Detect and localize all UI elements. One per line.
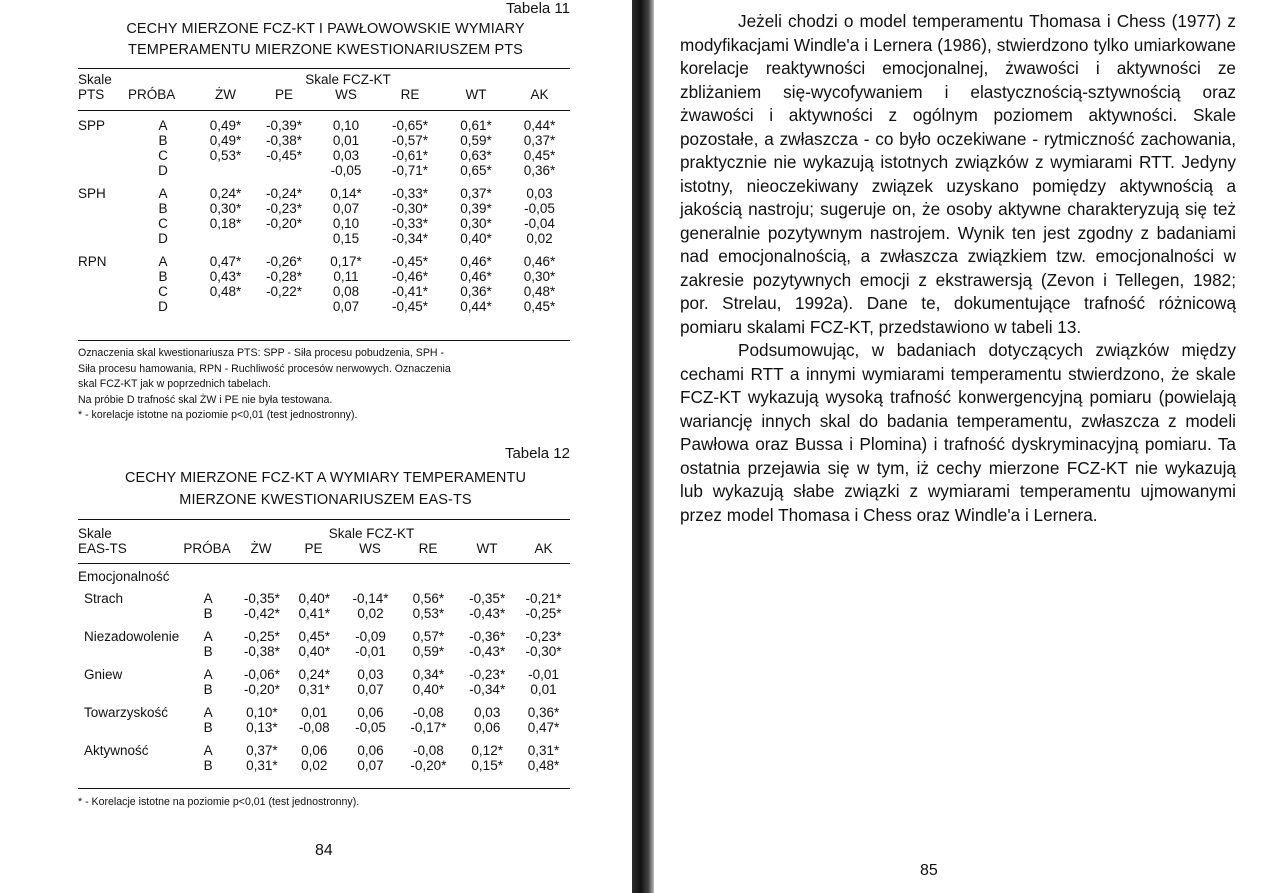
- table-cell: [253, 299, 315, 314]
- table-cell: 0,46*: [523, 254, 556, 269]
- table-cell: 0,08: [332, 284, 360, 299]
- table-cell: 0,40*: [460, 231, 492, 246]
- table-row: [78, 269, 570, 284]
- table-cell: [198, 231, 253, 254]
- table-cell: 0,17*: [330, 254, 362, 269]
- table-cell: -0,08: [412, 743, 444, 758]
- sample-label: B: [158, 201, 168, 216]
- table-cell: 0,53*: [209, 148, 242, 163]
- table-cell: -0,08: [298, 720, 330, 735]
- table-cell: -0,09: [355, 629, 386, 644]
- table-row: [78, 284, 570, 299]
- table-cell: -0,01: [528, 667, 559, 682]
- table-cell: 0,45*: [523, 148, 556, 163]
- table12-bottom-rule: [78, 788, 570, 789]
- table-row: [78, 667, 570, 682]
- table12-caption: Tabela 12: [504, 445, 570, 462]
- table-cell: 0,40*: [412, 682, 445, 697]
- table-cell: -0,43*: [469, 644, 506, 659]
- sample-label: A: [158, 118, 168, 133]
- table-cell: 0,24*: [209, 186, 242, 201]
- table-cell: 0,02: [526, 231, 553, 246]
- table-cell: 0,30*: [460, 216, 492, 231]
- table-cell: 0,37*: [246, 743, 278, 758]
- table-cell: 0,39*: [460, 201, 492, 216]
- table-cell: -0,41*: [391, 284, 429, 299]
- table-cell: 0,12*: [471, 743, 503, 758]
- sample-label: B: [158, 269, 168, 284]
- table-cell: -0,65*: [391, 118, 429, 133]
- sample-label: B: [203, 644, 213, 659]
- table-cell: 0,31*: [246, 758, 278, 773]
- col-header: PRÓBA: [183, 541, 231, 556]
- col-header: RE: [418, 541, 438, 556]
- paragraph: Podsumowując, w badaniach dotyczących związków między cechami RTT a innymi wymiarami temperamentu stwierdzono, że skale FCZ-KT wykazują wysoką trafność konwergencyjną pomiaru (powielają wariancję innych skal do badania temperamentu, zwłaszcza z modeli Pawłowa oraz Bussa i Plomina) i trafność dyskryminacyjną pomiaru. Ta ostatnia przejawia się w tym, iż cechy mierzone FCZ-KT nie wykazują lub wykazują słabe związki z wymiarami temperamentu ujmowanymi przez model Thomasa i Chess oraz Windle'a i Lernera.: [680, 340, 1236, 525]
- scale-label: RPN: [78, 254, 107, 269]
- table-cell: -0,26*: [265, 254, 303, 269]
- table-cell: 0,31*: [298, 682, 330, 697]
- table-cell: 0,65*: [460, 163, 492, 178]
- table-cell: -0,20*: [243, 682, 280, 697]
- table-cell: 0,45*: [523, 299, 556, 314]
- table-cell: -0,46*: [391, 269, 429, 284]
- table-cell: 0,01: [332, 133, 360, 148]
- table11-header: [78, 72, 570, 102]
- scale-label: Strach: [84, 591, 124, 606]
- table11-header-skale: Skale: [78, 72, 112, 87]
- table11-header-row-1: [78, 72, 570, 87]
- table-cell: 0,02: [357, 606, 384, 621]
- table-cell: [198, 299, 253, 314]
- table-cell: -0,23*: [525, 629, 562, 644]
- sample-label: D: [158, 231, 168, 246]
- table-cell: 0,63*: [460, 148, 492, 163]
- table-cell: -0,34*: [391, 231, 429, 246]
- table-cell: -0,20*: [410, 758, 447, 773]
- sample-label: C: [158, 148, 168, 163]
- table-cell: -0,38*: [265, 133, 303, 148]
- table-cell: 0,45*: [298, 629, 330, 644]
- table-cell: [198, 163, 253, 186]
- table-cell: [253, 231, 315, 254]
- right-page: [650, 0, 1263, 893]
- table-cell: -0,39*: [265, 118, 303, 133]
- col-header: WT: [476, 541, 498, 556]
- table-cell: 0,01: [530, 682, 557, 697]
- table-cell: 0,30*: [523, 269, 556, 284]
- table-cell: -0,35*: [243, 591, 280, 606]
- table11-caption: Tabela 11: [506, 0, 570, 17]
- table-cell: -0,04: [524, 216, 555, 231]
- scale-label: [78, 720, 179, 743]
- table-cell: 0,03: [526, 186, 553, 201]
- table-cell: 0,07: [357, 682, 384, 697]
- sample-label: A: [158, 186, 168, 201]
- table-cell: 0,56*: [412, 591, 445, 606]
- table-category-row: [78, 569, 570, 591]
- table11-header-fczkt: Skale FCZ-KT: [305, 72, 391, 87]
- table-row: [78, 705, 570, 720]
- scale-label: [78, 644, 179, 667]
- table-cell: -0,17*: [410, 720, 447, 735]
- table-cell: 0,47*: [209, 254, 242, 269]
- table-cell: -0,43*: [469, 606, 506, 621]
- table-cell: 0,41*: [298, 606, 330, 621]
- table11-footnotes: [78, 346, 578, 424]
- table-row: [78, 629, 570, 644]
- col-header: RE: [400, 87, 420, 102]
- table-cell: -0,42*: [243, 606, 280, 621]
- table-cell: -0,45*: [391, 254, 429, 269]
- table-cell: -0,30*: [391, 201, 429, 216]
- table-cell: -0,30*: [525, 644, 562, 659]
- scale-label: [78, 231, 128, 254]
- table-cell: -0,20*: [265, 216, 303, 231]
- table-row: [78, 148, 570, 163]
- table12-title-line2: MIERZONE KWESTIONARIUSZEM EAS-TS: [179, 492, 472, 508]
- table-row: [78, 743, 570, 758]
- category-label: Emocjonalność: [78, 569, 170, 584]
- table-row: [78, 591, 570, 606]
- paragraph: Jeżeli chodzi o model temperamentu Thomasa i Chess (1977) z modyfikacjami Windle'a i Lernera (1986), stwierdzono tylko umiarkowane korelacje reaktywności emocjonalnej, żwawości i aktywności ze zbliżaniem się-wycofywaniem i elastycznością-sztywnością oraz żwawości i aktywności z ogólnym poziomem aktywności. Skale pozostałe, a zwłaszcza - co było oczekiwane - rytmiczność zachowania, praktycznie nie wykazują istotnych związków z wymiarami RTT. Jedyny istotny, nieoczekiwany związek uzyskano pomiędzy aktywnością a jakością nastroju; sugeruje on, że osoby aktywne charakteryzują się też generalnie pozytywnym nastrojem. Wynik ten jest zgodny z badaniami nad emocjonalnością, a zwłaszcza związkiem tzw. emocjonalności w zakresie pozytywnych emocji z ekstrawersją (Zevon i Tellegen, 1982; por. Strelau, 1992a). Dane te, dokumentujące trafność różnicową pomiaru skalami FCZ-KT, przedstawiono w tabeli 13.: [680, 11, 1236, 337]
- col-header: ŻW: [250, 541, 272, 556]
- table11-header-rule: [78, 110, 570, 111]
- table-cell: 0,15: [332, 231, 360, 246]
- sample-label: B: [203, 682, 213, 697]
- scale-label: [78, 758, 179, 773]
- scale-label: [78, 216, 128, 231]
- footnote-line: Siła procesu hamowania, RPN - Ruchliwość procesów nerwowych. Oznaczenia: [78, 362, 451, 375]
- table-row: [78, 186, 570, 201]
- table-cell: 0,48*: [523, 284, 556, 299]
- col-header: AK: [534, 541, 553, 556]
- table-cell: 0,07: [357, 758, 384, 773]
- table11-top-rule: [78, 68, 570, 69]
- col-header: ŻW: [215, 87, 236, 102]
- table-cell: 0,07: [332, 299, 360, 314]
- table-cell: -0,01: [355, 644, 386, 659]
- table-cell: 0,36*: [523, 163, 556, 178]
- table-cell: -0,33*: [391, 216, 429, 231]
- scale-label: SPH: [78, 186, 106, 201]
- table-cell: 0,24*: [298, 667, 330, 682]
- scale-label: Niezadowolenie: [84, 629, 180, 644]
- table-cell: [253, 163, 315, 186]
- sample-label: B: [203, 720, 213, 735]
- table-cell: 0,57*: [412, 629, 445, 644]
- table-cell: 0,30*: [209, 201, 242, 216]
- col-header: AK: [530, 87, 549, 102]
- col-header: PRÓBA: [128, 87, 176, 102]
- table-cell: -0,23*: [265, 201, 303, 216]
- scale-label: Towarzyskość: [84, 705, 169, 720]
- table-cell: 0,36*: [460, 284, 492, 299]
- table-cell: -0,14*: [352, 591, 389, 606]
- table11-body: [78, 118, 570, 314]
- table11-title-line1: CECHY MIERZONE FCZ-KT I PAWŁOWOWSKIE WYMIARY: [126, 21, 525, 37]
- footnote-line: Oznaczenia skal kwestionariusza PTS: SPP - Siła procesu pobudzenia, SPH -: [78, 347, 445, 359]
- table-cell: -0,22*: [265, 284, 303, 299]
- table-cell: 0,43*: [209, 269, 242, 284]
- table-cell: -0,25*: [525, 606, 562, 621]
- table-cell: -0,25*: [243, 629, 280, 644]
- sample-label: C: [158, 216, 168, 231]
- table-cell: -0,36*: [469, 629, 506, 644]
- table-cell: -0,23*: [469, 667, 506, 682]
- table-cell: -0,35*: [469, 591, 506, 606]
- table-cell: -0,45*: [265, 148, 303, 163]
- scale-label: [78, 269, 128, 284]
- col-header: PTS: [78, 87, 105, 102]
- table-cell: 0,53*: [412, 606, 445, 621]
- table-cell: 0,47*: [527, 720, 560, 735]
- table-cell: 0,06: [357, 705, 384, 720]
- table-cell: 0,03: [332, 148, 360, 163]
- table12-header-rule: [78, 563, 570, 564]
- table-cell: -0,06*: [243, 667, 280, 682]
- table-row: [78, 720, 570, 743]
- sample-label: A: [203, 743, 213, 758]
- col-header: WS: [359, 541, 381, 556]
- table12-top-rule: [78, 519, 570, 520]
- table-cell: 0,40*: [298, 591, 330, 606]
- table-cell: 0,15*: [471, 758, 503, 773]
- table-cell: 0,06: [301, 743, 328, 758]
- scale-label: [78, 163, 128, 186]
- table-row: [78, 644, 570, 667]
- scale-label: Gniew: [84, 667, 123, 682]
- body-text: [680, 10, 1236, 527]
- table12-header-row-1: [78, 526, 570, 541]
- table-cell: 0,59*: [412, 644, 445, 659]
- sample-label: A: [203, 629, 213, 644]
- table-cell: 0,06: [474, 720, 501, 735]
- sample-label: A: [203, 667, 213, 682]
- table-cell: 0,37*: [460, 186, 492, 201]
- table-cell: 0,46*: [460, 254, 492, 269]
- table-cell: 0,01: [301, 705, 328, 720]
- table-cell: 0,03: [357, 667, 384, 682]
- table11-header-row-2: [78, 87, 570, 102]
- sample-label: D: [158, 163, 168, 178]
- scale-label: [78, 299, 128, 314]
- table-cell: -0,24*: [265, 186, 303, 201]
- table-cell: -0,05: [355, 720, 386, 735]
- table12-header-row-2: [78, 541, 570, 556]
- table11-title-line2: TEMPERAMENTU MIERZONE KWESTIONARIUSZEM PTS: [128, 42, 523, 58]
- scale-label: Aktywność: [84, 743, 149, 758]
- table-cell: 0,13*: [246, 720, 278, 735]
- table-cell: 0,46*: [460, 269, 492, 284]
- table-cell: -0,45*: [391, 299, 429, 314]
- sample-label: B: [203, 758, 213, 773]
- footnote-line: Na próbie D trafność skal ŻW i PE nie była testowana.: [78, 393, 333, 406]
- table-cell: -0,38*: [243, 644, 280, 659]
- table-row: [78, 606, 570, 629]
- table-cell: -0,05: [524, 201, 555, 216]
- table-cell: -0,71*: [391, 163, 429, 178]
- table-row: [78, 118, 570, 133]
- scale-label: [78, 284, 128, 299]
- table-cell: 0,44*: [523, 118, 556, 133]
- col-header: WT: [465, 87, 487, 102]
- sample-label: A: [158, 254, 168, 269]
- table-cell: 0,40*: [298, 644, 330, 659]
- table-cell: 0,03: [474, 705, 501, 720]
- table-row: [78, 133, 570, 148]
- table-cell: 0,31*: [527, 743, 560, 758]
- table-cell: 0,36*: [527, 705, 560, 720]
- scale-label: [78, 682, 179, 705]
- table-cell: -0,28*: [265, 269, 303, 284]
- table-cell: 0,48*: [527, 758, 560, 773]
- table-cell: -0,33*: [391, 186, 429, 201]
- table-cell: 0,10: [332, 118, 360, 133]
- table12-header-fczkt: Skale FCZ-KT: [328, 526, 415, 541]
- sample-label: A: [203, 705, 213, 720]
- table-cell: 0,44*: [460, 299, 492, 314]
- table-cell: -0,57*: [391, 133, 429, 148]
- table12-title-line1: CECHY MIERZONE FCZ-KT A WYMIARY TEMPERAMENTU: [124, 470, 527, 486]
- table-cell: 0,49*: [209, 133, 242, 148]
- sample-label: A: [203, 591, 213, 606]
- scale-label: [78, 606, 179, 629]
- table-row: [78, 216, 570, 231]
- col-header: PE: [274, 87, 293, 102]
- table-cell: 0,11: [333, 269, 359, 284]
- table-cell: 0,06: [357, 743, 384, 758]
- table-cell: 0,48*: [209, 284, 242, 299]
- table-cell: 0,37*: [523, 133, 556, 148]
- table-cell: 0,49*: [209, 118, 242, 133]
- footnote-line: skal FCZ-KT jak w poprzednich tabelach.: [78, 378, 271, 390]
- table-row: [78, 231, 570, 254]
- col-header: EAS-TS: [78, 541, 127, 556]
- scale-label: SPP: [78, 118, 106, 133]
- table-cell: -0,05: [330, 163, 362, 178]
- table-cell: 0,10*: [246, 705, 278, 720]
- table-cell: 0,02: [301, 758, 328, 773]
- col-header: PE: [304, 541, 323, 556]
- table11-bottom-rule: [78, 340, 570, 341]
- page-number-right: 85: [920, 862, 938, 879]
- table-row: [78, 758, 570, 773]
- scale-label: [78, 133, 128, 148]
- table-cell: -0,61*: [391, 148, 429, 163]
- table-cell: -0,08: [412, 705, 444, 720]
- sample-label: D: [158, 299, 168, 314]
- table-cell: 0,10: [332, 216, 360, 231]
- table12-footnote: * - Korelacje istotne na poziomie p<0,01 (test jednostronny).: [78, 796, 360, 808]
- table-row: [78, 299, 570, 314]
- table12-header: [78, 526, 570, 556]
- table-cell: 0,61*: [460, 118, 492, 133]
- table-cell: 0,59*: [460, 133, 492, 148]
- footnote-line: * - korelacje istotne na poziomie p<0,01 (test jednostronny).: [78, 409, 358, 421]
- sample-label: C: [158, 284, 168, 299]
- table-cell: 0,34*: [412, 667, 445, 682]
- table-row: [78, 163, 570, 186]
- table-cell: 0,07: [332, 201, 360, 216]
- table-cell: -0,21*: [525, 591, 562, 606]
- scale-label: [78, 148, 128, 163]
- table-row: [78, 682, 570, 705]
- page-number-left: 84: [315, 842, 333, 859]
- table-cell: -0,34*: [469, 682, 506, 697]
- sample-label: B: [158, 133, 168, 148]
- sample-label: B: [203, 606, 213, 621]
- col-header: WS: [335, 87, 357, 102]
- table12-body: [78, 569, 570, 773]
- table-row: [78, 201, 570, 216]
- table12-header-skale: Skale: [78, 526, 112, 541]
- table-row: [78, 254, 570, 269]
- scale-label: [78, 201, 128, 216]
- table-cell: 0,18*: [209, 216, 242, 231]
- table-cell: 0,14*: [330, 186, 362, 201]
